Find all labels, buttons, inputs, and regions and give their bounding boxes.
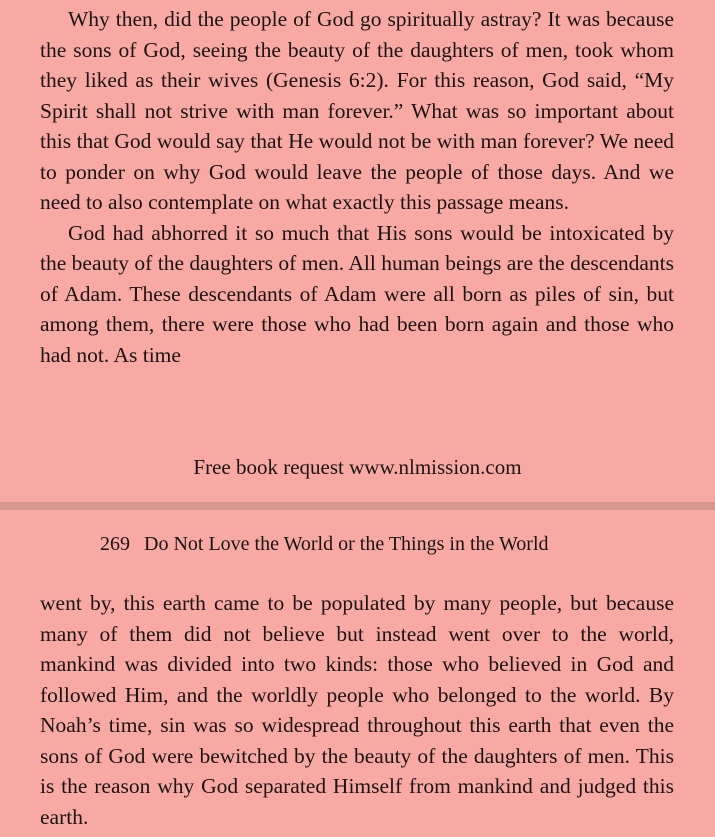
paragraph: God had abhorred it so much that His sons would be intoxicated by the beauty of the daughters of men. All human beings are the descendants of Adam. These descendants of Adam were all born as piles of sin, but among them, there were those who had been born again and those who had not. As time xyxy=(40,220,674,367)
free-book-request-footer: Free book request www.nlmission.com xyxy=(193,455,522,479)
paragraph: Why then, did the people of God go spiritually astray? It was because the sons of God, seeing the beauty of the daughters of men, took whom they liked as their wives (Genesis 6:2). For this reason, God said, “My Spirit shall not strive with man forever.” What was so important about this that God would say that He would not be with man forever? We need to ponder on why God would leave the people of those days. And we need to also contemplate on what exactly this passage means. xyxy=(40,7,674,214)
page-number: 269 xyxy=(100,533,130,555)
bottom-page-body xyxy=(40,588,674,832)
running-head xyxy=(100,530,549,558)
running-title: Do Not Love the World or the Things in the World xyxy=(144,533,549,555)
page-divider xyxy=(0,502,715,510)
top-page-body xyxy=(40,4,674,370)
paragraph: went by, this earth came to be populated by many people, but because many of them did not believe but instead went over to the world, mankind was divided into two kinds: those who believed in God and followed Him, and the worldly people who belonged to the world. By Noah’s time, sin was so widespread throughout this earth that even the sons of God were bewitched by the beauty of the daughters of men. This is the reason why God separated Himself from mankind and judged this earth. xyxy=(40,591,674,829)
